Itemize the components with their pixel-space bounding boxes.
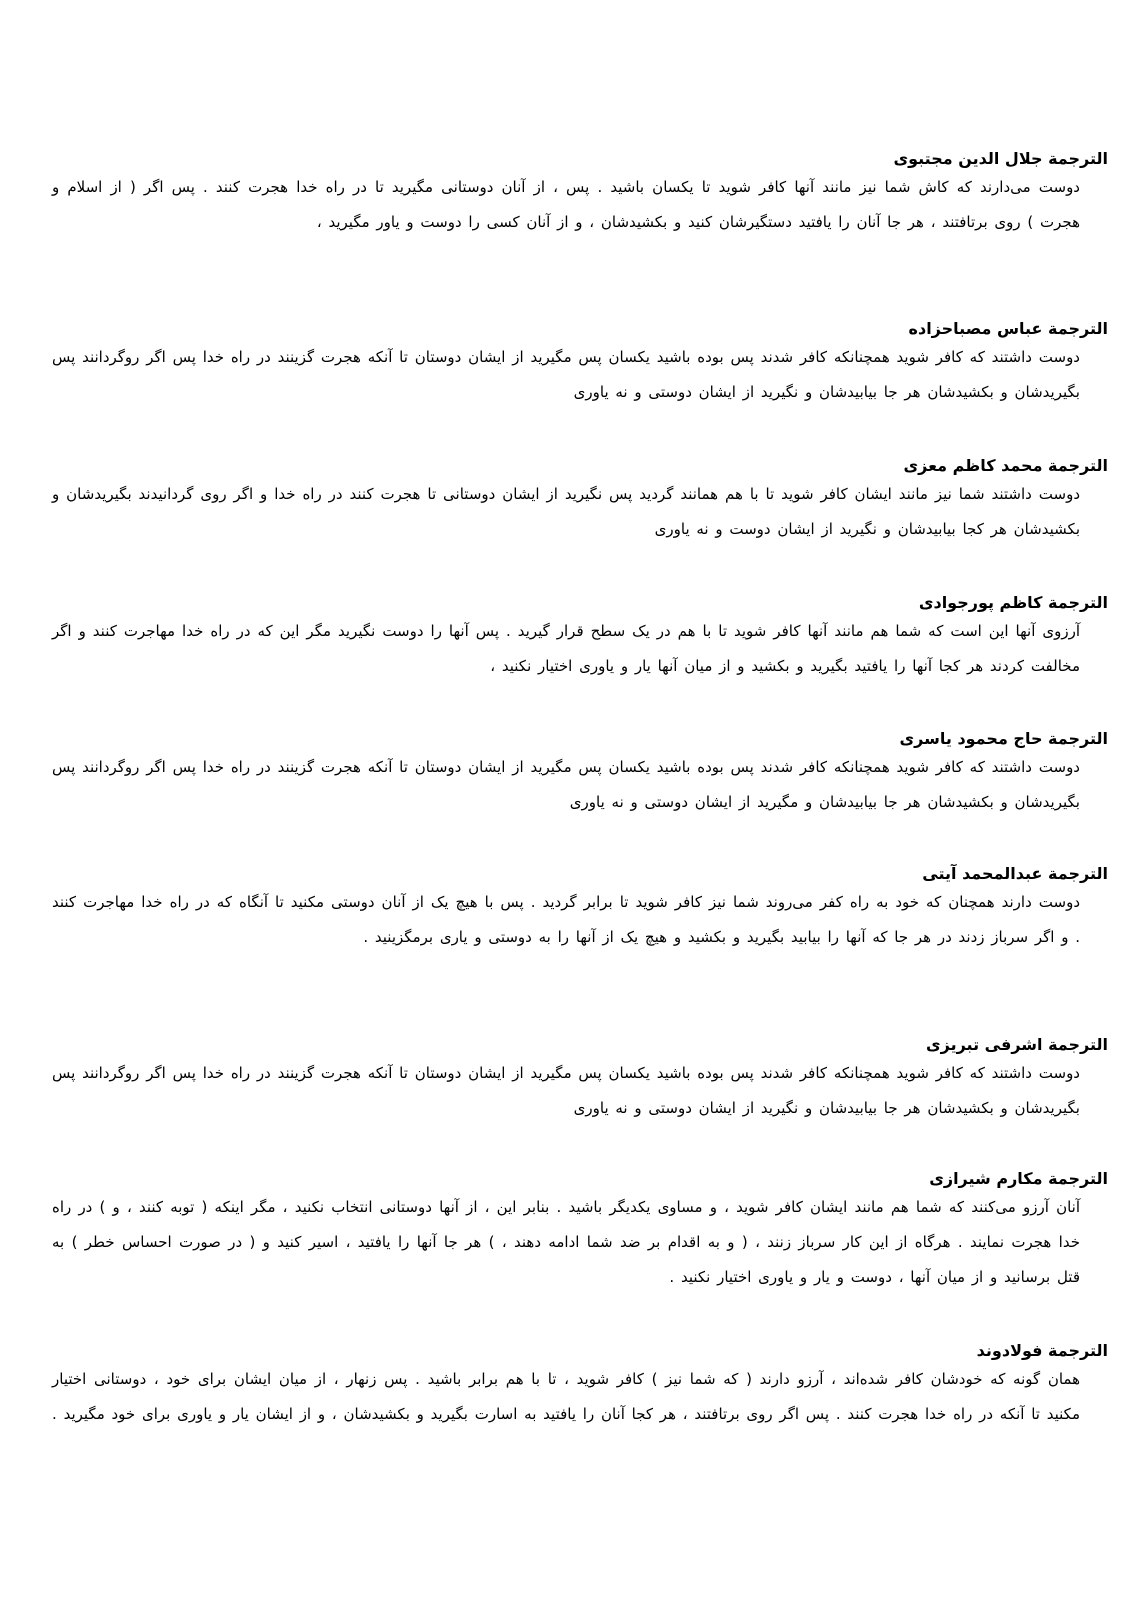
translation-text: دوست داشتند که کافر شوید همچنانکه کافر شدند پس بوده باشید یکسان پس مگیرید از ایشان دوستان تا آنکه هجرت گزینند در راه خدا پس اگر روگردانند پس بگیریدشان و بکشیدشان هر جا بیابیدشان و نگیرید از ایشان دوستی و نه یاوری (52, 348, 1080, 401)
translation-entry-fooladvand (50, 1340, 1110, 1432)
translation-title: الترجمة محمد کاظم معزی (903, 456, 1108, 475)
translation-entry-ashrafi-tabrizi (50, 1034, 1110, 1126)
translation-entry-mojtabavi (50, 148, 1110, 240)
translation-entry-yasari (50, 728, 1110, 820)
translation-entry-ayati (50, 863, 1110, 955)
translation-entry-pourjavadi (50, 592, 1110, 684)
translation-title: الترجمة جلال الدين مجتبوى (893, 149, 1108, 168)
translation-text: آنان آرزو می‌کنند که شما هم مانند ایشان کافر شوید ، و مساوی یکدیگر باشید . بنابر این ، از آنها دوستانی انتخاب نکنید ، مگر اینکه ( توبه کنند ، و ) در راه خدا هجرت نمایند . هرگاه از این کار سرباز زنند ، ( و به اقدام بر ضد شما ادامه دهند ، ) هر جا آنها را یافتید ، اسیر کنید و ( در صورت احساس خطر ) به قتل برسانید و از میان آنها ، دوست و یار و یاوری اختیار نکنید . (52, 1198, 1080, 1286)
translation-title: الترجمة عباس مصباحزاده (908, 319, 1108, 338)
translation-title: الترجمة حاج محمود یاسری (899, 729, 1108, 748)
translation-title: الترجمة فولادوند (976, 1341, 1108, 1360)
translation-entry-makarem-shirazi (50, 1168, 1110, 1295)
translation-entry-moezzi (50, 455, 1110, 547)
translation-text: آرزوی آنها این است که شما هم مانند آنها کافر شوید تا با هم در یک سطح قرار گیرید . پس آنها را دوست نگیرید مگر این که در راه خدا مهاجرت کنند و اگر مخالفت کردند هر کجا آنها را یافتید بگیرید و بکشید و از میان آنها یار و یاوری اختیار نکنید ، (52, 622, 1080, 675)
translation-text: دوست داشتند که کافر شوید همچنانکه کافر شدند پس بوده باشید یکسان پس مگیرید از ایشان دوستان تا آنکه هجرت گزینند در راه خدا پس اگر روگردانند پس بگیریدشان و بکشیدشان هر جا بیابیدشان و نگیرید از ایشان دوستی و نه یاوری (52, 1064, 1080, 1117)
translation-text: همان گونه که خودشان کافر شده‌اند ، آرزو دارند ( که شما نیز ) کافر شوید ، تا با هم برابر باشید . پس زنهار ، از میان ایشان برای خود ، دوستانی اختیار مکنید تا آنکه در راه خدا هجرت کنند . پس اگر روی برتافتند ، هر کجا آنان را یافتید به اسارت بگیرید و بکشیدشان ، و از ایشان یار و یاوری برای خود مگیرید . (52, 1370, 1080, 1423)
translation-text: دوست دارند همچنان که خود به راه کفر می‌روند شما نیز کافر شوید تا برابر گردید . پس با هیچ یک از آنان دوستی مکنید تا آنگاه که در راه خدا مهاجرت کنند . و اگر سرباز زدند در هر جا که آنها را بیابید بگیرید و بکشید و هیچ یک از آنها را به دوستی و یاری برمگزینید . (52, 893, 1080, 946)
translation-title: الترجمة مکارم شیرازی (929, 1169, 1108, 1188)
translation-text: دوست داشتند که کافر شوید همچنانکه کافر شدند پس بوده باشید یکسان پس مگیرید از ایشان دوستان تا آنکه هجرت گزینند در راه خدا پس اگر روگردانند پس بگیریدشان و بکشیدشان هر جا بیابیدشان و مگیرید از ایشان دوستی و نه یاوری (52, 758, 1080, 811)
translation-text: دوست می‌دارند که کاش شما نیز مانند آنها کافر شوید تا یکسان باشید . پس ، از آنان دوستانی مگیرید تا در راه خدا هجرت کنند . پس اگر ( از اسلام و هجرت ) روی برتافتند ، هر جا آنان را یافتید دستگیرشان کنید و بکشیدشان ، و از آنان کسی را دوست و یاور مگیرید ، (52, 178, 1080, 231)
translation-title: الترجمة اشرفی تبریزی (925, 1035, 1108, 1054)
translation-entry-mesbahzadeh (50, 318, 1110, 410)
translation-title: الترجمة کاظم پورجوادی (918, 593, 1108, 612)
translation-title: الترجمة عبدالمحمد آیتی (922, 864, 1108, 883)
translation-text: دوست داشتند شما نیز مانند ایشان کافر شوید تا با هم همانند گردید پس نگیرید از ایشان دوستانی تا هجرت کنند در راه خدا و اگر روی گردانیدند بگیریدشان و بکشیدشان هر کجا بیابیدشان و نگیرید از ایشان دوست و نه یاوری (52, 485, 1080, 538)
